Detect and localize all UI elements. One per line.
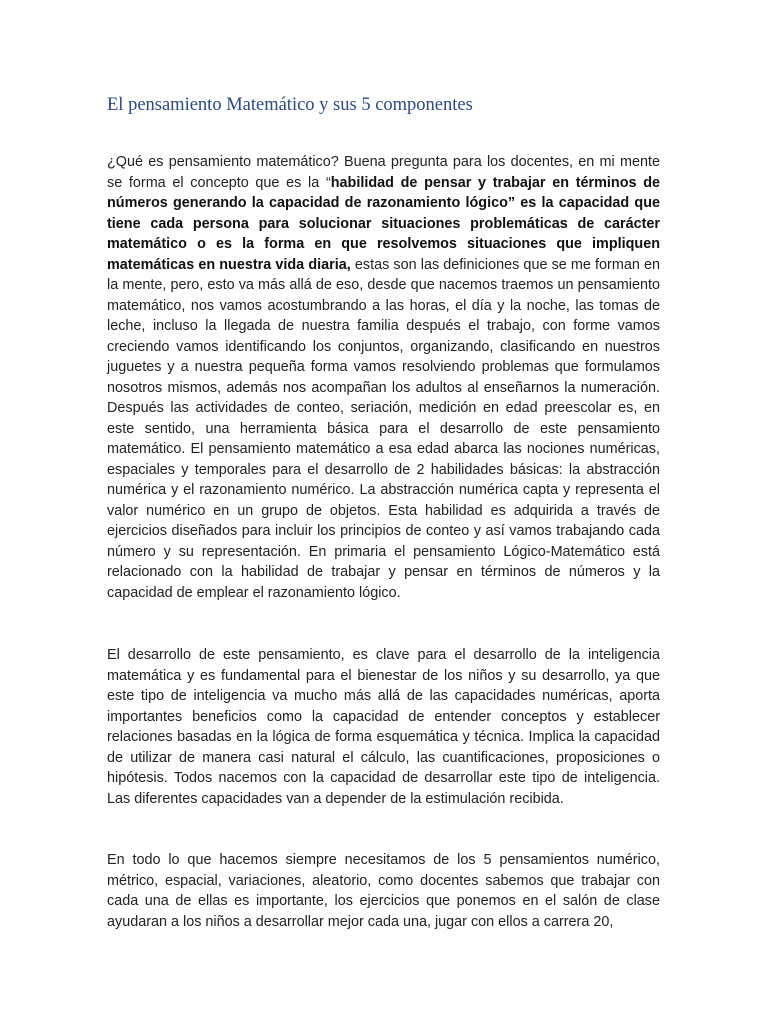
paragraph-1 [107,152,660,603]
paragraph-1-rest: estas son las definiciones que se me forman en la mente, pero, esto va más allá de eso, desde que nacemos traemos un pensamiento matemático, nos vamos acostumbrando a las horas, el día y la noche, las tomas de leche, incluso la llegada de nuestra familia después el trabajo, con forme vamos creciendo vamos identificando los conjuntos, organizando, clasificando en nuestros juguetes y a nuestra pequeña forma vamos resolviendo problemas que formulamos nosotros mismos, además nos acompañan los adultos al enseñarnos la numeración. Después las actividades de conteo, seriación, medición en edad preescolar es, en este sentido, una herramienta básica para el desarrollo de este pensamiento matemático. El pensamiento matemático a esa edad abarca las nociones numéricas, espaciales y temporales para el desarrollo de 2 habilidades básicas: la abstracción numérica y el razonamiento numérico. La abstracción numérica capta y representa el valor numérico en un grupo de objetos. Esta habilidad es adquirida a través de ejercicios diseñados para incluir los principios de conteo y así vamos trabajando cada número y su representación. En primaria el pensamiento Lógico-Matemático está relacionado con la habilidad de trabajar y pensar en términos de números y la capacidad de emplear el razonamiento lógico. [107,256,660,601]
paragraph-1-intro: ¿Qué es pensamiento matemático? Buena pregunta para los docentes, en mi mente se forma el concepto que es la “ [107,154,660,191]
paragraph-2: El desarrollo de este pensamiento, es clave para el desarrollo de la inteligencia matemática y es fundamental para el bienestar de los niños y su desarrollo, ya que este tipo de inteligencia va mucho más allá de las capacidades numéricas, aporta importantes beneficios como la capacidad de entender conceptos y establecer relaciones basadas en la lógica de forma esquemática y técnica. Implica la capacidad de utilizar de manera casi natural el cálculo, las cuantificaciones, proposiciones o hipótesis. Todos nacemos con la capacidad de desarrollar este tipo de inteligencia. Las diferentes capacidades van a depender de la estimulación recibida. [107,647,660,807]
paragraph-1-bold-definition: habilidad de pensar y trabajar en términos de números generando la capacidad de razonamiento lógico” es la capacidad que tiene cada persona para solucionar situaciones problemáticas de carácter matemático o es la forma en que resolvemos situaciones que impliquen matemáticas en nuestra vida diaria, [107,174,661,273]
paragraph-3: En todo lo que hacemos siempre necesitamos de los 5 pensamientos numérico, métrico, espacial, variaciones, aleatorio, como docentes sabemos que trabajar con cada una de ellas es importante, los ejercicios que ponemos en el salón de clase ayudaran a los niños a desarrollar mejor cada una, jugar con ellos a carrera 20, [107,852,660,930]
document-title: El pensamiento Matemático y sus 5 componentes [107,95,473,115]
